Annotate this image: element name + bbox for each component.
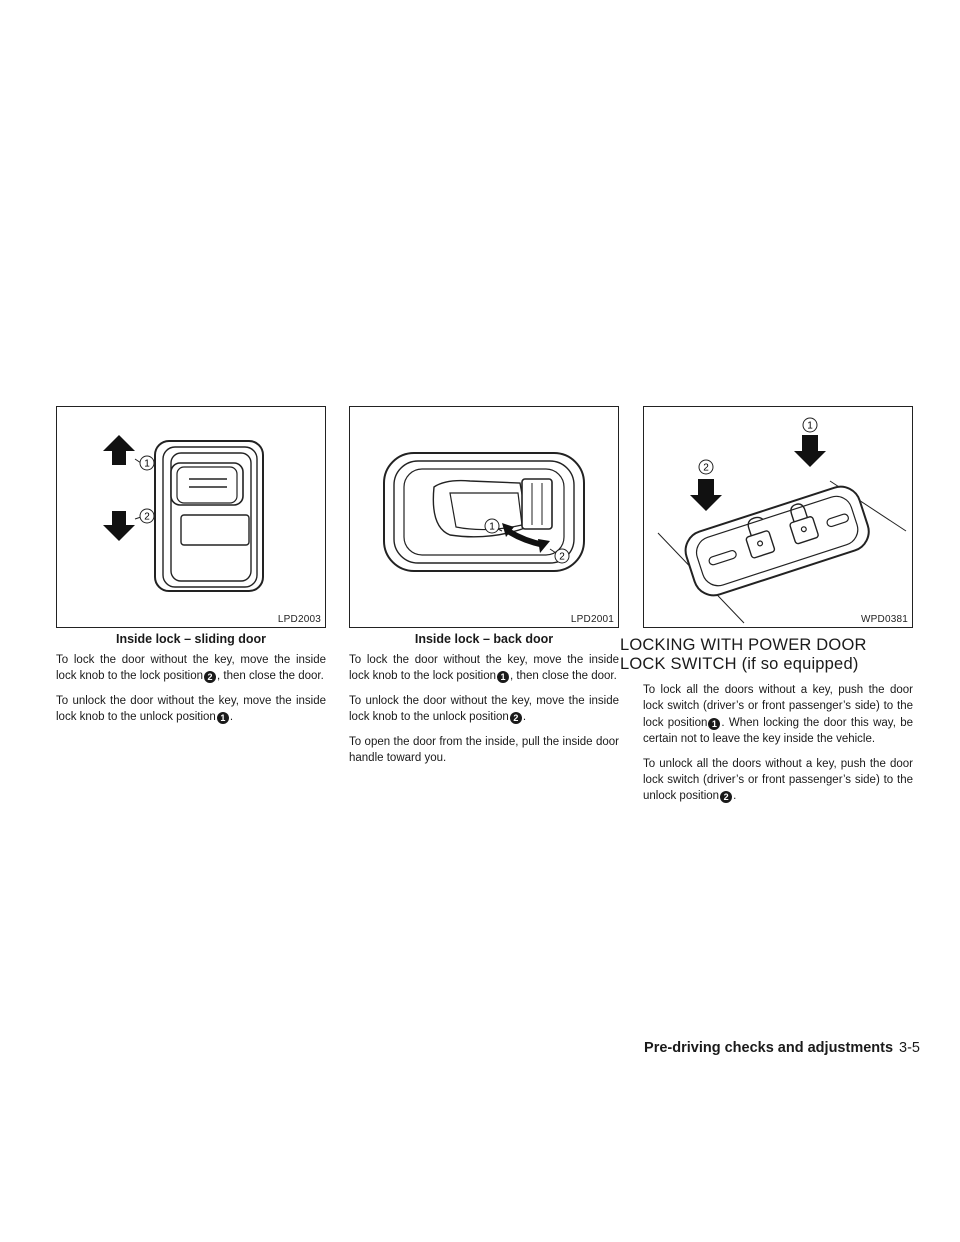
figure-caption: Inside lock – back door <box>414 632 554 646</box>
text: To unlock the door without the key, move the inside lock knob to the unlock position <box>349 694 619 724</box>
text: To unlock all the doors without a key, push the door lock switch (driver’s or front passenger’s side) to the unlock position <box>643 757 913 803</box>
position-number: 1 <box>497 671 509 683</box>
text: , then close the door. <box>217 670 324 683</box>
column-sliding-door-text <box>56 652 326 734</box>
text: . <box>733 790 737 803</box>
figure-power-lock-switch <box>643 406 913 628</box>
figure-sliding-door <box>56 406 326 628</box>
figure-code: LPD2001 <box>570 614 614 625</box>
text: . <box>229 711 234 724</box>
position-number: 2 <box>204 671 216 683</box>
paragraph: To open the door from the inside, pull the inside door handle toward you. <box>349 735 619 765</box>
section-title: Pre-driving checks and adjustments <box>644 1040 894 1056</box>
callout-1: 1 <box>489 521 495 533</box>
text: To lock the door without the key, move the inside lock knob to the lock position <box>56 654 326 683</box>
paragraph <box>349 652 619 685</box>
paragraph <box>56 652 326 685</box>
paragraph <box>643 756 913 805</box>
unlock-push-arrow <box>690 479 722 511</box>
paragraph <box>56 693 326 726</box>
position-number: 2 <box>510 712 522 724</box>
text: To lock the door without the key, move the inside lock knob to the lock position <box>349 654 619 683</box>
sliding-door-lock-illustration <box>57 407 325 627</box>
figure-caption: Inside lock – sliding door <box>115 632 267 646</box>
section-heading <box>620 636 920 674</box>
paragraph <box>643 682 913 748</box>
text: To lock all the doors without a key, push the door lock switch (driver’s or front passenger’s side) to the lock position <box>643 684 913 729</box>
page-number: 3-5 <box>899 1040 920 1056</box>
text: . When locking the door this way, be certain not to leave the key inside the vehicle. <box>643 716 913 746</box>
position-number: 1 <box>708 718 720 730</box>
position-number: 2 <box>720 791 732 803</box>
column-power-lock-text <box>643 682 913 813</box>
heading-line: LOCKING WITH POWER DOOR <box>620 636 867 654</box>
column-back-door-text <box>349 652 619 774</box>
callout-1: 1 <box>807 420 813 432</box>
figure-code: WPD0381 <box>861 614 908 625</box>
figure-back-door <box>349 406 619 628</box>
figure-code: LPD2003 <box>277 614 321 625</box>
lock-push-arrow <box>794 435 826 467</box>
unlock-direction-arrow <box>103 511 135 541</box>
page-footer <box>625 1040 920 1056</box>
back-door-handle-illustration <box>350 407 618 627</box>
text: . <box>522 711 527 724</box>
power-lock-switch-illustration <box>644 407 912 627</box>
paragraph <box>349 693 619 726</box>
callout-2: 2 <box>559 551 565 563</box>
callout-1: 1 <box>144 458 150 470</box>
text: To unlock the door without the key, move the inside lock knob to the unlock position <box>56 694 326 724</box>
lock-direction-arrow <box>103 435 135 465</box>
heading-line: LOCK SWITCH (if so equipped) <box>620 655 859 673</box>
position-number: 1 <box>217 712 229 724</box>
text: , then close the door. <box>510 670 617 683</box>
callout-2: 2 <box>703 462 709 474</box>
callout-2: 2 <box>144 511 150 523</box>
